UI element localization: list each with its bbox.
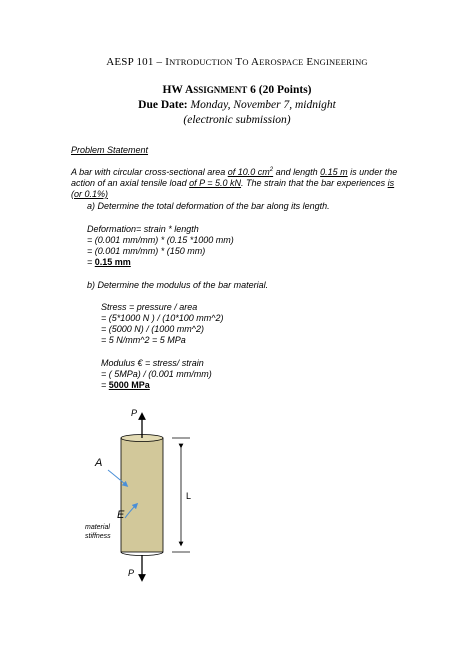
due-value: Monday, November 7, midnight [190,99,336,111]
course-title-part: E [306,56,314,68]
due-label: Due Date: [138,99,188,111]
problem-text: A bar with circular cross-sectional area [71,167,228,177]
problem-heading: Problem Statement [71,145,149,155]
problem-text: is under the [347,167,398,177]
load-label-top: P [131,408,138,418]
stress-line-3: = (5000 N) / (1000 mm^2) [101,324,205,334]
course-code: AESP 101 – [106,56,163,68]
course-title-part: I [165,56,170,68]
course-title-part: NTRODUCTION [169,57,233,67]
problem-text: . The strain that the bar experiences [241,178,388,188]
submission-note: (electronic submission) [183,114,291,126]
bar-bottom-edge [121,552,163,556]
answer-prefix: = [87,257,95,267]
problem-area-value: of 10.0 cm [227,167,270,177]
part-a-answer-value: 0.15 mm [94,257,131,267]
part-b-answer-value: 5000 MPa [108,380,150,390]
stiffness-label: stiffness [85,533,111,540]
stress-line-1: Stress = pressure / area [101,302,198,312]
assignment-number: 6 (20 Points) [250,84,312,96]
part-a-line-2: = (0.001 mm/mm) * (0.15 *1000 mm) [87,235,234,245]
modulus-line-1: Modulus € = stress/ strain [101,358,204,368]
load-label-bottom: P [128,568,135,578]
problem-text: action of an axial tensile load [71,178,190,188]
course-title-part: T [235,56,243,68]
modulus-line-2: = ( 5MPa) / (0.001 mm/mm) [101,369,212,379]
course-title-part: NGINEERING [313,57,368,67]
modulus-label: E [117,509,125,521]
area-label: A [95,457,103,469]
part-a-line-1: Deformation= strain * length [87,224,199,234]
problem-strain: is [387,178,395,188]
part-b-question: b) Determine the modulus of the bar material. [87,280,269,290]
stress-line-4: = 5 N/mm^2 = 5 MPa [101,335,186,345]
stress-line-2: = (5*1000 N ) / (10*100 mm^2) [101,313,224,323]
length-label: L [186,491,192,501]
assignment-title-part: SSIGNMENT [193,85,248,95]
part-a-question: a) Determine the total deformation of the bar along its length. [87,201,330,211]
problem-load: of P = 5.0 kN [189,178,242,188]
bar-body [121,438,163,552]
material-label: material [85,524,110,531]
assignment-title-part: HW A [162,84,194,96]
part-a-line-3: = (0.001 mm/mm) * (150 mm) [87,246,206,256]
problem-length: 0.15 m [320,167,348,177]
course-title-part: O [242,57,249,67]
problem-area-exponent: 2 [269,167,274,173]
bar-cylinder [121,435,163,556]
problem-text: and length [273,167,321,177]
answer-prefix: = [101,380,109,390]
problem-line-3: (or 0.1%) [71,189,109,199]
course-title-part: EROSPACE [259,57,304,67]
course-title-part: A [251,56,260,68]
